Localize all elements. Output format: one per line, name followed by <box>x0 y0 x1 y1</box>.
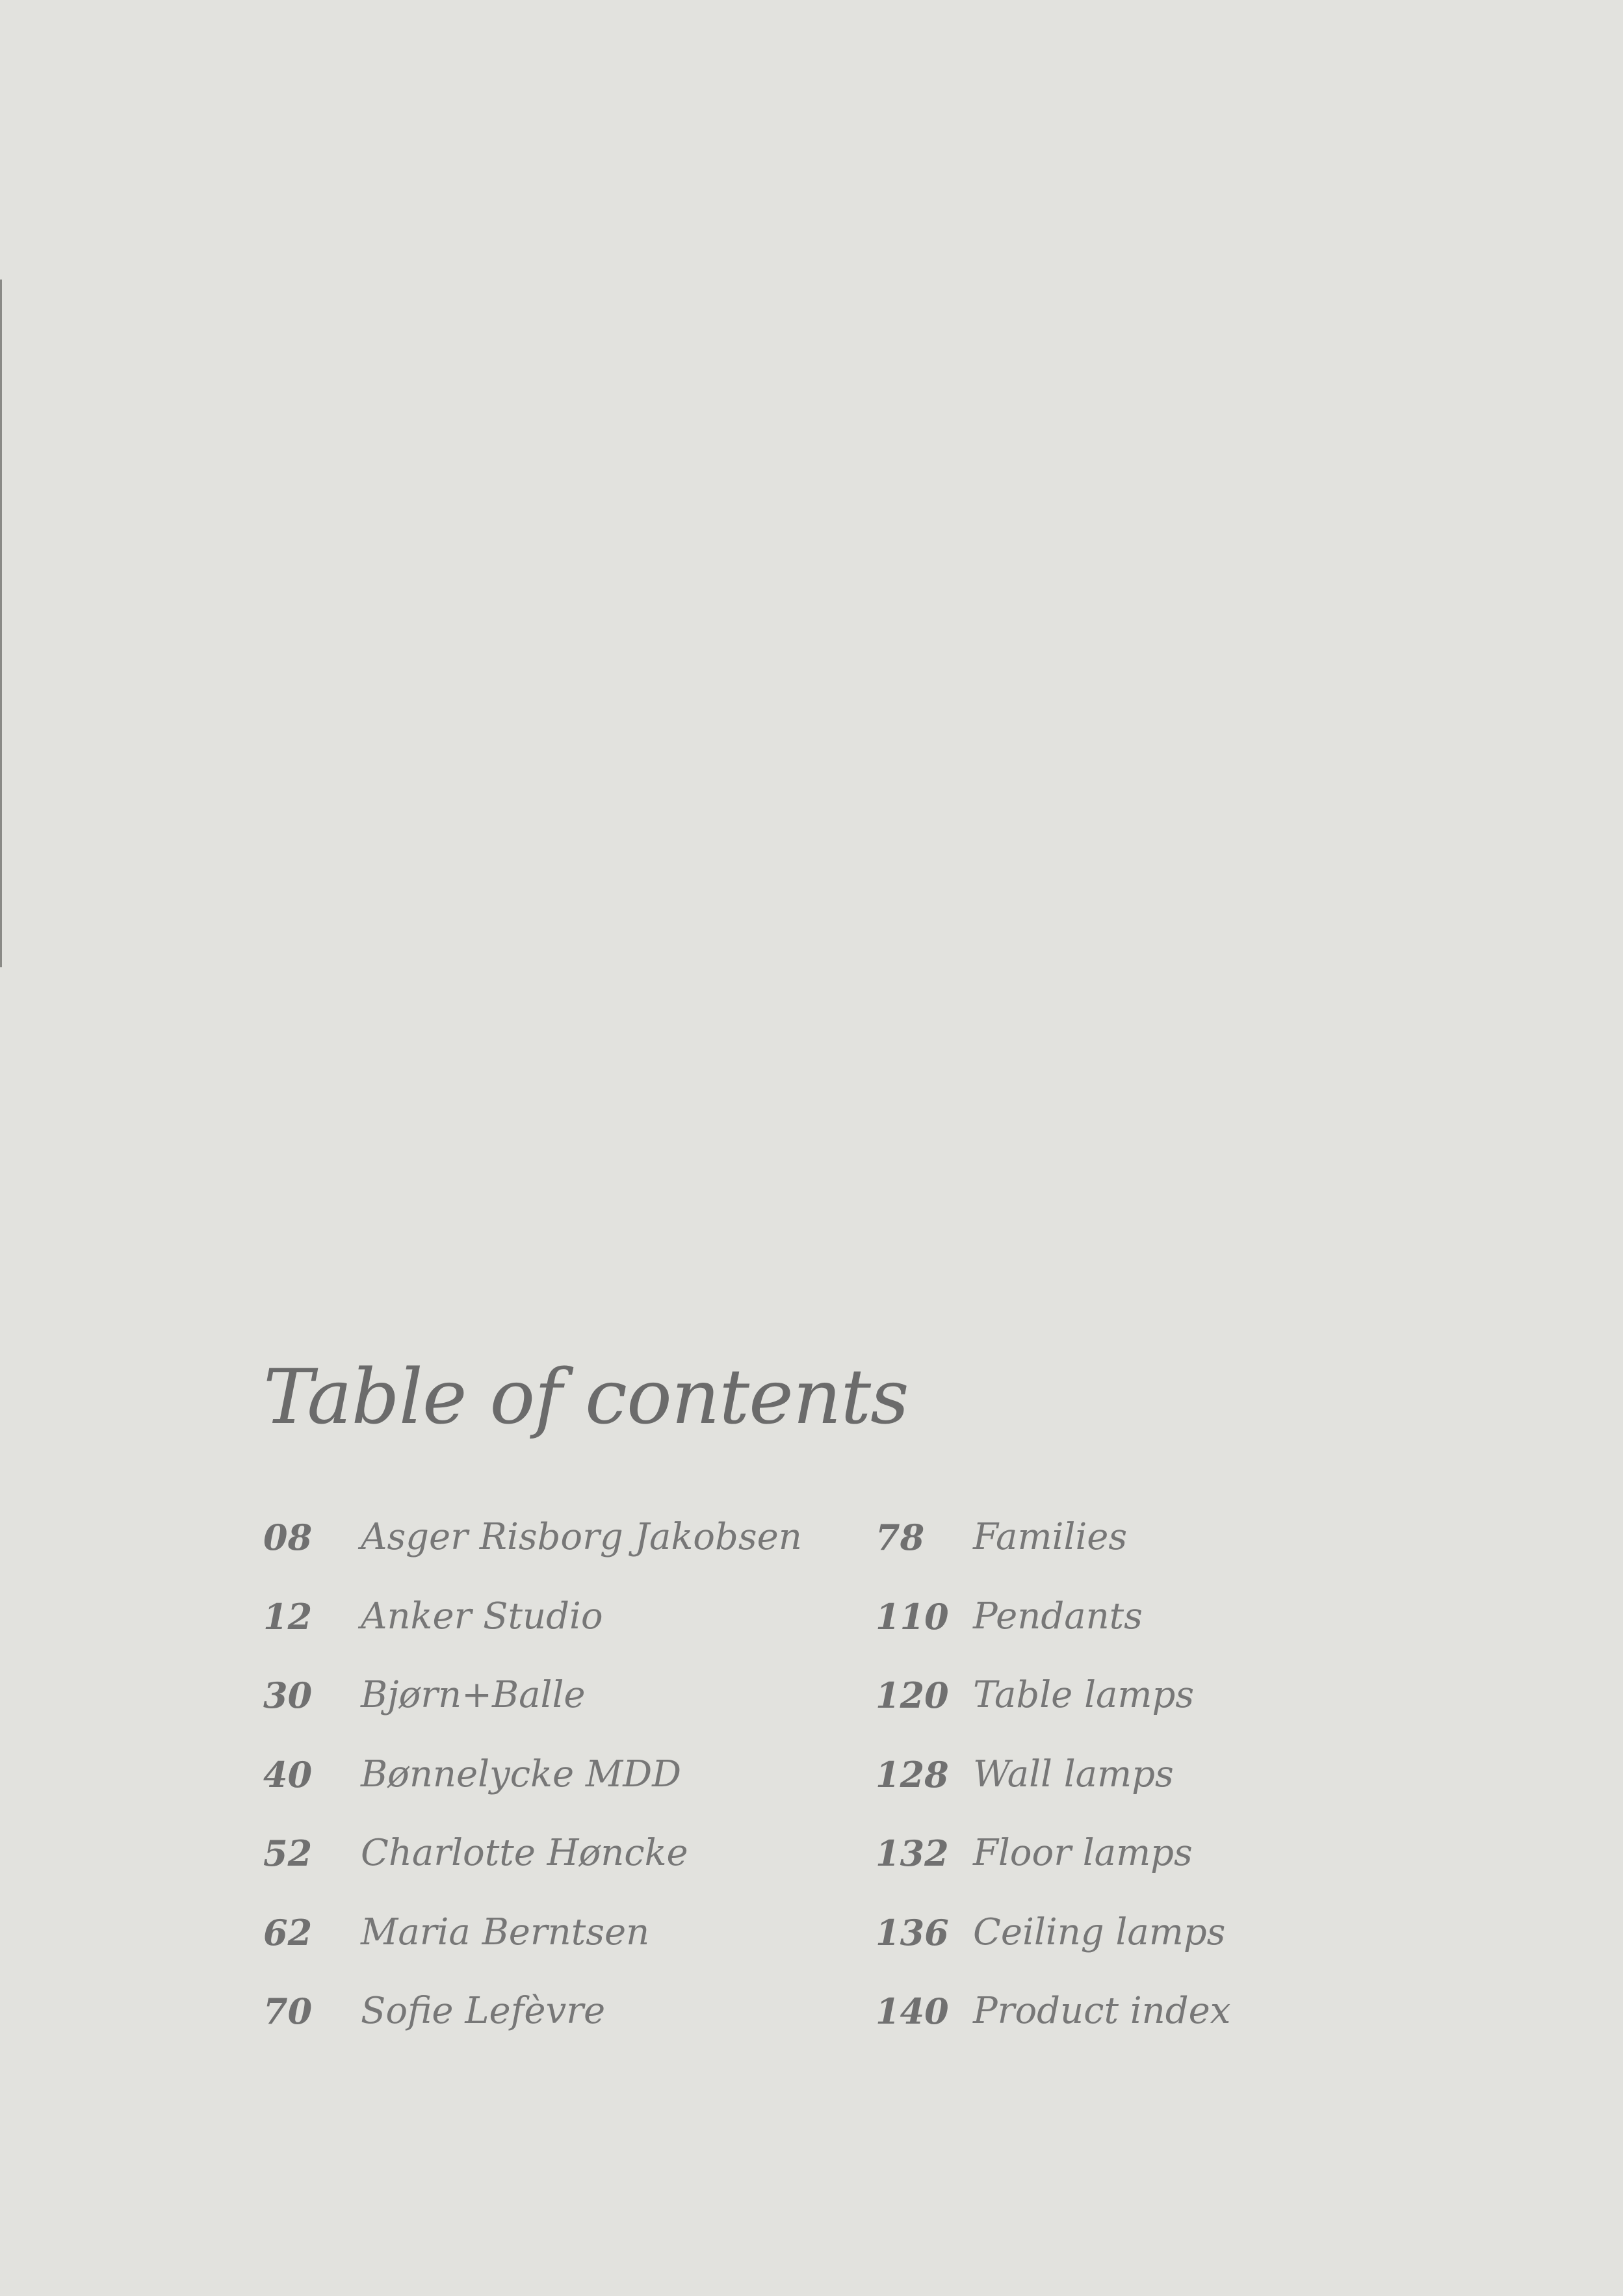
toc-entry-label: Floor lamps <box>973 1832 1193 1874</box>
toc-entry-label: Ceiling lamps <box>973 1911 1226 1953</box>
table-of-contents <box>263 1352 1433 2032</box>
toc-entry-label: Product index <box>973 1990 1231 2032</box>
toc-entry-label: Families <box>973 1516 1128 1558</box>
toc-page-number: 140 <box>876 1990 949 2032</box>
toc-page-number: 12 <box>263 1595 313 1637</box>
toc-entry-label: Sofie Lefèvre <box>361 1990 606 2032</box>
toc-title: Table of contents <box>263 1353 909 1441</box>
toc-page-number: 30 <box>263 1675 313 1716</box>
toc-entry-label: Asger Risborg Jakobsen <box>361 1516 802 1558</box>
toc-entry-label: Bjørn+Balle <box>361 1674 586 1716</box>
toc-page-number: 128 <box>876 1753 949 1795</box>
toc-page-number: 136 <box>876 1911 949 1953</box>
toc-entry-label: Maria Berntsen <box>361 1911 650 1953</box>
toc-entry-label: Charlotte Høncke <box>361 1832 688 1874</box>
toc-page-number: 78 <box>876 1517 925 1558</box>
toc-entry-label: Anker Studio <box>361 1595 603 1637</box>
toc-entry-label: Table lamps <box>973 1674 1195 1716</box>
toc-page-number: 08 <box>263 1517 313 1558</box>
toc-entry-label: Bønnelycke MDD <box>361 1753 682 1795</box>
toc-page-number: 62 <box>263 1911 313 1953</box>
toc-page-number: 132 <box>876 1833 949 1874</box>
toc-entry-label: Pendants <box>973 1595 1143 1637</box>
toc-page-number: 120 <box>876 1675 949 1716</box>
toc-entry-label: Wall lamps <box>973 1753 1174 1795</box>
toc-page-number: 70 <box>263 1990 313 2032</box>
toc-page-number: 110 <box>876 1595 949 1637</box>
page-edge-line <box>0 280 2 967</box>
toc-page-number: 40 <box>263 1753 313 1795</box>
toc-page-number: 52 <box>263 1833 313 1874</box>
